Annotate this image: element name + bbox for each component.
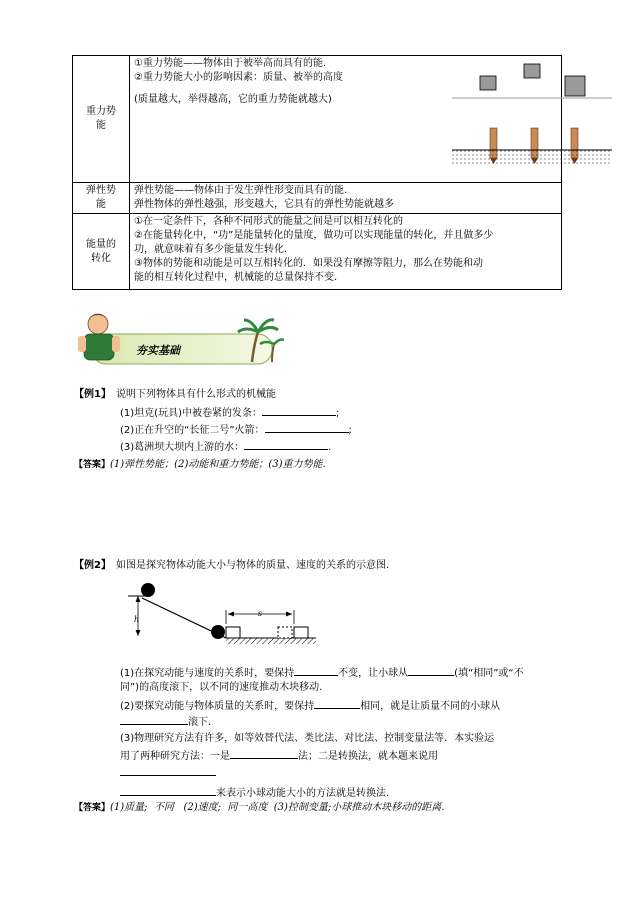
example2-part3-line3: 来表示小球动能大小的方法就是转换法. [120, 784, 389, 801]
blank [262, 404, 336, 416]
row-category: 能量的转化 [73, 214, 130, 290]
row-content [130, 56, 562, 183]
row-line: ③物体的势能和动能是可以互相转化的．如果没有摩擦等阻力，那么在势能和动 [134, 258, 483, 269]
row-line: 能的相互转化过程中，机械能的总量保持不变. [134, 272, 338, 283]
example2-part1: (1)在探究动能与速度的关系时，要保持 不变，让小球从 (填“相同”或“不 [120, 664, 524, 681]
blank [120, 784, 216, 796]
ramp-experiment-figure [128, 580, 318, 652]
section-banner [74, 308, 284, 370]
banner-title: 夯实基础 [136, 344, 180, 357]
gravity-stakes-illustration [452, 58, 612, 178]
blank [120, 713, 188, 725]
knowledge-table [72, 55, 562, 290]
blank [294, 664, 338, 676]
example1-item: (1)坦克(玩具)中被卷紧的发条： ; [120, 404, 339, 421]
example2-answer: 【答案】(1)质量; 不同 (2)速度; 同一高度 (3)控制变量;小球推动木块移动的距离. [74, 802, 445, 813]
row-category: 重力势能 [73, 56, 130, 183]
row-line: 弹性势能——物体由于发生弹性形变而具有的能. [134, 185, 348, 196]
example2-part3: (3)物理研究方法有许多，如等效替代法、类比法、对比法、控制变量法等．本实验运 [120, 733, 495, 744]
ball-bottom [211, 625, 225, 639]
example2-tag: 【例2】 [74, 560, 111, 571]
blank [230, 747, 298, 759]
block-final [294, 627, 308, 638]
blank [408, 664, 454, 676]
row-line: ②在能量转化中，“功”是能量转化的量度，做功可以实现能量的转化，并且做多少 [134, 230, 494, 241]
example1-item: (3)葛洲坝大坝内上游的水： . [120, 438, 331, 455]
row-line: (质量越大，举得越高，它的重力势能就越大) [134, 94, 332, 105]
row-content [130, 214, 562, 290]
example2-part3-line2: 用了两种研究方法：一是 法；二是转换法，就本题来说用 [120, 747, 438, 764]
row-line: ①在一定条件下，各种不同形式的能量之间是可以相互转化的 [134, 216, 403, 227]
table-row [73, 214, 562, 290]
example1-question: 说明下列物体具有什么形式的机械能 [116, 389, 276, 400]
distance-label: s [258, 609, 263, 618]
blank [265, 421, 349, 433]
example1-answer: 【答案】(1)弹性势能；(2)动能和重力势能；(3)重力势能. [74, 459, 326, 470]
example2-question: 如图是探究物体动能大小与物体的质量、速度的关系的示意图. [116, 560, 390, 571]
row-line: ②重力势能大小的影响因素：质量、被举的高度 [134, 72, 343, 83]
blank [120, 775, 216, 776]
example1-tag: 【例1】 [74, 389, 111, 400]
blank [244, 438, 328, 450]
example1-item: (2)正在升空的“长征二号”火箭： ; [120, 421, 352, 438]
row-line: 功，就意味着有多少能量发生转化. [134, 244, 288, 255]
ball-top [141, 583, 155, 597]
table-row [73, 56, 562, 183]
height-label: h [134, 615, 140, 624]
example2-part2-cont: 滚下. [120, 713, 211, 730]
banner-graphic [74, 308, 284, 370]
row-line: 弹性物体的弹性越强，形变越大，它具有的弹性势能就越多 [134, 199, 394, 210]
row-category: 弹性势能 [73, 183, 130, 214]
row-line: ①重力势能——物体由于被举高而具有的能. [134, 58, 327, 69]
blank [314, 697, 360, 709]
example2-part1-cont: 同”)的高度滚下，以不同的速度推动木块移动. [120, 682, 323, 693]
block-moved [278, 627, 292, 638]
table-row [73, 183, 562, 214]
wood-block [226, 627, 240, 638]
example2-part2: (2)要探究动能与物体质量的关系时，要保持 相同，就是让质量不同的小球从 [120, 697, 500, 714]
row-content [130, 183, 562, 214]
